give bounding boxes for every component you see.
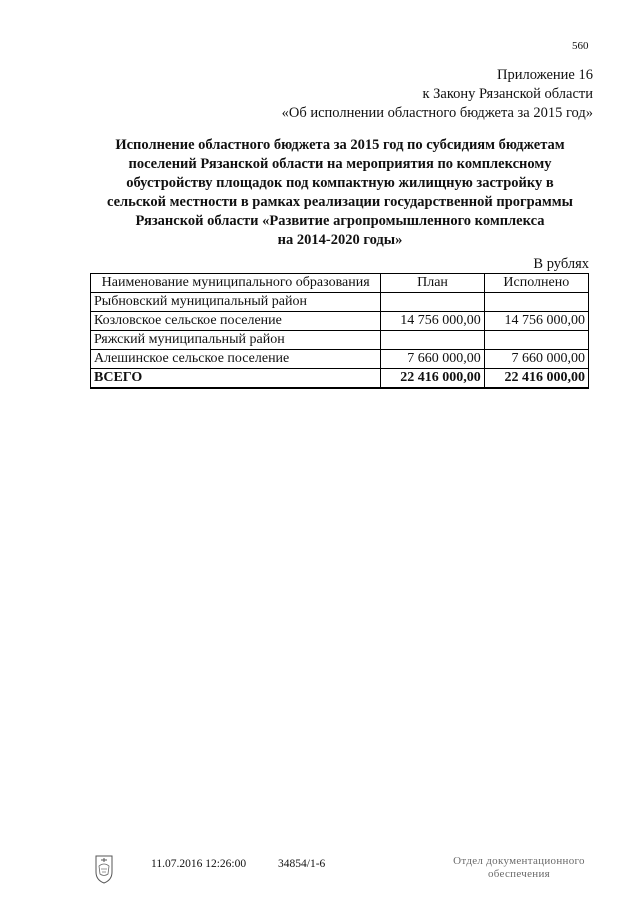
row-plan [381,331,484,350]
total-plan: 22 416 000,00 [381,369,484,389]
table-row [91,312,589,331]
row-name: Ряжский муниципальный район [91,331,381,350]
department-stamp [445,855,593,881]
table-row-district [91,331,589,350]
table-row-district [91,293,589,312]
stamp-line-2: обеспечения [487,868,551,880]
title-line: Рязанской области «Развитие агропромышленного комплекса [135,213,545,229]
header-done: Исполнено [484,274,588,293]
header-plan: План [381,274,484,293]
appendix-line-3: «Об исполнении областного бюджета за 2015 год» [281,105,593,121]
document-title [80,136,600,250]
page-number: 560 [572,40,589,52]
budget-table [90,273,589,389]
footer-date: 11.07.2016 12:26:00 [151,858,247,870]
coat-of-arms-icon [93,852,115,891]
table-header-row [91,274,589,293]
title-line: на 2014-2020 годы» [277,232,403,248]
row-plan [381,293,484,312]
row-plan: 7 660 000,00 [381,350,484,369]
appendix-header [282,66,593,123]
row-name: Рыбновский муниципальный район [91,293,381,312]
appendix-line-1: Приложение 16 [497,67,593,83]
footer-code: 34854/1-6 [278,858,326,870]
appendix-line-2: к Закону Рязанской области [422,86,593,102]
units-label: В рублях [533,256,589,272]
title-line: сельской местности в рамках реализации государственной программы [106,194,574,210]
title-line: обустройству площадок под компактную жилищную застройку в [126,175,554,191]
row-done [484,331,588,350]
total-done: 22 416 000,00 [484,369,588,389]
header-name: Наименование муниципального образования [91,274,381,293]
row-name: Алешинское сельское поселение [91,350,381,369]
row-plan: 14 756 000,00 [381,312,484,331]
table-row [91,350,589,369]
title-line: Исполнение областного бюджета за 2015 год по субсидиям бюджетам [115,137,565,153]
row-done: 7 660 000,00 [484,350,588,369]
total-name: ВСЕГО [91,369,381,389]
title-line: поселений Рязанской области на мероприятия по комплексному [128,156,552,172]
row-done: 14 756 000,00 [484,312,588,331]
table-total-row [91,369,589,389]
row-done [484,293,588,312]
row-name: Козловское сельское поселение [91,312,381,331]
stamp-line-1: Отдел документационного [453,855,585,867]
